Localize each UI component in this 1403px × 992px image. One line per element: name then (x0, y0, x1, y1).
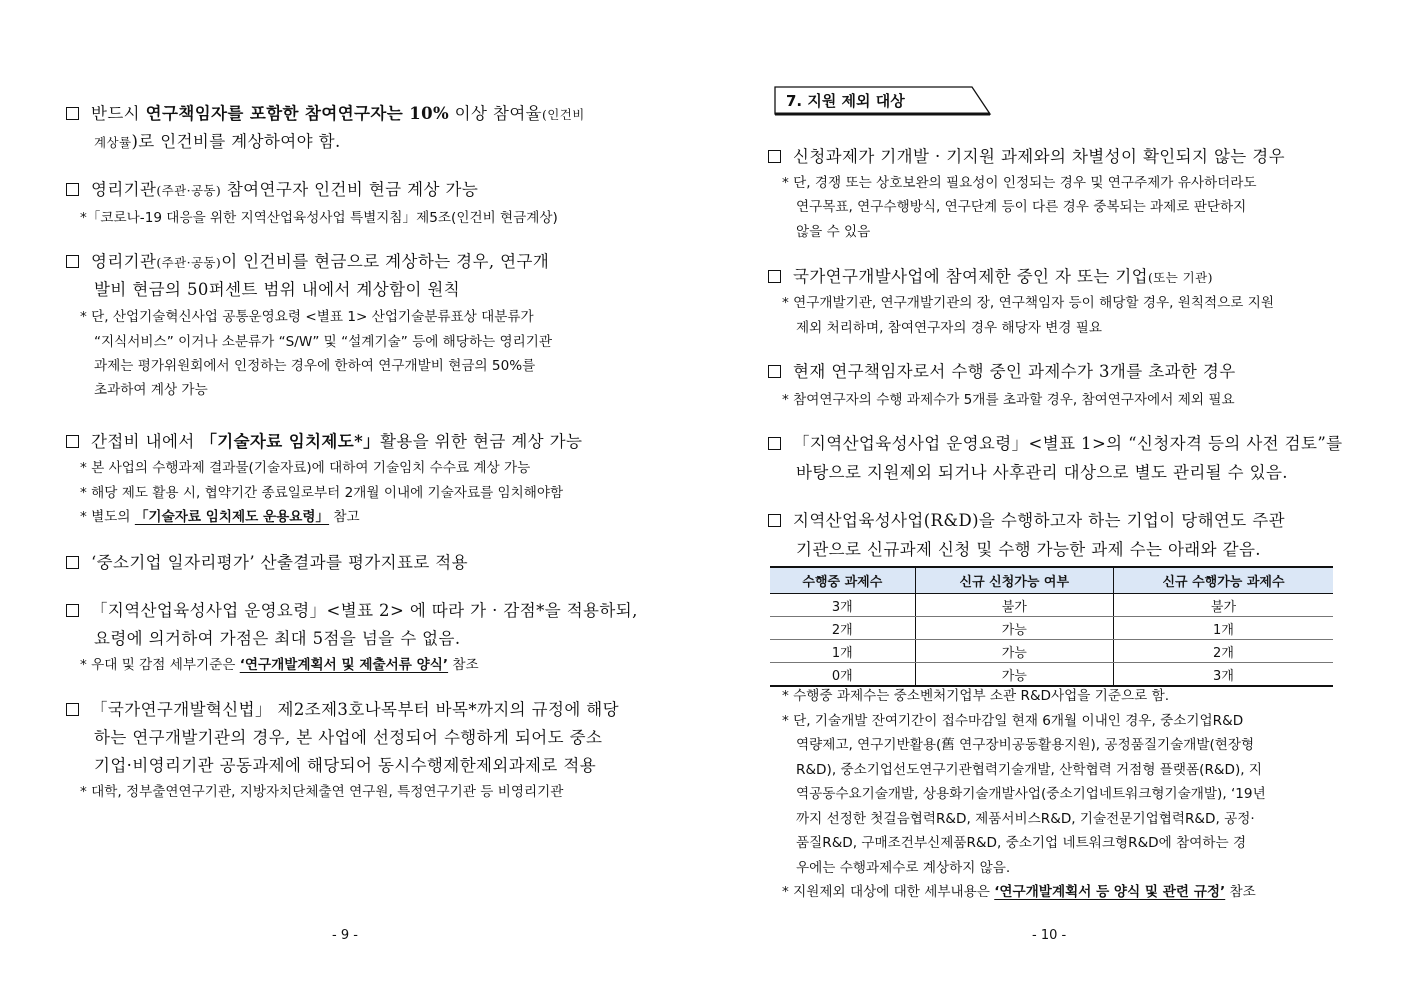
note-line: 역량제고, 연구기반활용(舊 연구장비공동활용지원), 공정품질기술개발(현장형 (796, 737, 1255, 753)
page-number: - 10 - (1032, 928, 1067, 943)
table-row (770, 663, 1333, 687)
text: (주관·공동) (156, 255, 222, 270)
text: 이상 참여율 (449, 104, 543, 123)
note-line: 제외 처리하며, 참여연구자의 경우 해당자 변경 필요 (796, 320, 1103, 336)
text: (주관·공동) (156, 183, 222, 198)
checkbox-square-icon (66, 107, 79, 120)
item-line (768, 263, 1213, 287)
note-line: 역공동수요기술개발, 상용화기술개발사업(중소기업네트워크형기술개발), ‘19년 (796, 786, 1266, 802)
checkbox-square-icon (66, 183, 79, 196)
table-cell: 3개 (1113, 663, 1333, 687)
text: 참조 (448, 657, 479, 673)
reference-link-text: ‘연구개발계획서 및 제출서류 양식’ (239, 657, 449, 673)
reference-link-text: ‘연구개발계획서 등 양식 및 관련 규정’ (994, 884, 1226, 900)
note-line: R&D), 중소기업선도연구기관협력기술개발, 산학협력 거점형 플랫폼(R&D), 지 (796, 762, 1263, 778)
note-line: 우에는 수행과제수로 계상하지 않음. (796, 860, 1011, 876)
note-line: “지식서비스” 이거나 소분류가 “S/W” 및 “설계기술” 등에 해당하는 영리기관 (94, 334, 553, 350)
note-line (782, 880, 1256, 900)
note-line: 품질R&D, 구매조건부신제품R&D, 중소기업 네트워크형R&D에 참여하는 경 (796, 835, 1247, 851)
item-line (94, 128, 341, 152)
item-line (66, 597, 638, 621)
table-cell: 불가 (1113, 594, 1333, 617)
table-header-cell: 수행중 과제수 (770, 567, 915, 594)
item-line: 기관으로 신규과제 신청 및 수행 가능한 과제 수는 아래와 같음. (796, 540, 1261, 559)
text: 참여연구자 인건비 현금 계상 가능 (221, 180, 479, 199)
item-line: 요령에 의거하여 가점은 최대 5점을 넘을 수 없음. (94, 629, 461, 648)
text: 계상률 (94, 135, 132, 150)
table-header-cell: 신규 신청가능 여부 (915, 567, 1113, 594)
note-line: * 단, 산업기술혁신사업 공통운영요령 <별표 1> 산업기술분류표상 대분류가 (80, 309, 534, 325)
note-line: *「코로나-19 대응을 위한 지역산업육성사업 특별지침」제5조(인건비 현금계상) (80, 210, 558, 226)
section-title-box (774, 86, 992, 114)
text: 신청과제가 기개발 · 기지원 과제와의 차별성이 확인되지 않는 경우 (793, 147, 1285, 166)
table-cell: 1개 (1113, 617, 1333, 640)
table-cell: 0개 (770, 663, 915, 687)
item-line: 기업·비영리기관 공동과제에 해당되어 동시수행제한제외과제로 적용 (94, 756, 597, 775)
page-number: - 9 - (332, 928, 358, 943)
note-line: * 단, 경쟁 또는 상호보완의 필요성이 인정되는 경우 및 연구주제가 유사하더라도 (782, 175, 1257, 191)
checkbox-square-icon (66, 703, 79, 716)
item-line (66, 696, 619, 720)
text: 영리기관 (91, 252, 157, 271)
table-row (770, 617, 1333, 640)
table-header-row (770, 567, 1333, 594)
table-row (770, 594, 1333, 617)
item-line: 하는 연구개발기관의 경우, 본 사업에 선정되어 수행하게 되어도 중소 (94, 728, 603, 747)
text: 「지역산업육성사업 운영요령」<별표 2> 에 따라 가 · 감점*을 적용하되, (91, 601, 638, 620)
text: * 별도의 (80, 509, 135, 525)
checkbox-square-icon (768, 514, 781, 527)
table-cell: 가능 (915, 617, 1113, 640)
table-cell: 1개 (770, 640, 915, 663)
item-line (66, 248, 549, 272)
note-line: * 수행중 과제수는 중소벤처기업부 소관 R&D사업을 기준으로 함. (782, 688, 1170, 704)
item-line: 발비 현금의 50퍼센트 범위 내에서 계상함이 원칙 (94, 280, 461, 299)
text: ‘중소기업 일자리평가’ 산출결과를 평가지표로 적용 (91, 553, 468, 572)
text: (인건비 (542, 107, 585, 122)
text: 「지역산업육성사업 운영요령」<별표 1>의 “신청자격 등의 사전 검토”를 (793, 434, 1343, 453)
text: )로 인건비를 계상하여야 함. (131, 132, 341, 151)
note-line: 연구목표, 연구수행방식, 연구단계 등이 다른 경우 중복되는 과제로 판단하지 (796, 199, 1247, 215)
checkbox-square-icon (66, 255, 79, 268)
text: * 우대 및 감점 세부기준은 (80, 657, 240, 673)
item-line: 바탕으로 지원제외 되거나 사후관리 대상으로 별도 관리될 수 있음. (796, 463, 1288, 482)
item-line (768, 430, 1343, 454)
note-line: 까지 선정한 첫걸음협력R&D, 제품서비스R&D, 기술전문기업협력R&D, 공정· (796, 811, 1255, 827)
text: 국가연구개발사업에 참여제한 중인 자 또는 기업 (793, 267, 1149, 286)
note-line: * 본 사업의 수행과제 결과물(기술자료)에 대하여 기술임치 수수료 계상 가능 (80, 460, 531, 476)
text: 「국가연구개발혁신법」 제2조제3호나목부터 바목*까지의 규정에 해당 (91, 700, 619, 719)
section-title: 7. 지원 제외 대상 (786, 92, 905, 110)
table-cell: 2개 (1113, 640, 1333, 663)
emphasis-text: 「기술자료 임치제도*」 (200, 432, 381, 451)
item-line (768, 358, 1236, 382)
text: 지역산업육성사업(R&D)을 수행하고자 하는 기업이 당해연도 주관 (793, 511, 1285, 530)
table-header-cell: 신규 수행가능 과제수 (1113, 567, 1333, 594)
text: (또는 기관) (1148, 270, 1213, 285)
item-line (66, 176, 478, 200)
checkbox-square-icon (66, 435, 79, 448)
note-line (80, 653, 479, 673)
text: * 지원제외 대상에 대한 세부내용은 (782, 884, 995, 900)
text: 참조 (1225, 884, 1256, 900)
project-limit-table (770, 566, 1333, 687)
item-line (768, 507, 1285, 531)
table-cell: 3개 (770, 594, 915, 617)
checkbox-square-icon (768, 270, 781, 283)
item-line (66, 428, 582, 452)
text: 참고 (329, 509, 360, 525)
note-line: * 참여연구자의 수행 과제수가 5개를 초과할 경우, 참여연구자에서 제외 필요 (782, 392, 1235, 408)
checkbox-square-icon (768, 150, 781, 163)
checkbox-square-icon (768, 365, 781, 378)
table-row (770, 640, 1333, 663)
checkbox-square-icon (66, 556, 79, 569)
text: 활용을 위한 현금 계상 가능 (380, 432, 583, 451)
checkbox-square-icon (768, 437, 781, 450)
text: 현재 연구책임자로서 수행 중인 과제수가 3개를 초과한 경우 (793, 362, 1236, 381)
item-line (66, 100, 585, 124)
note-line: * 단, 기술개발 잔여기간이 접수마감일 현재 6개월 이내인 경우, 중소기업R&D (782, 713, 1244, 729)
note-line (80, 505, 360, 525)
table-cell: 불가 (915, 594, 1113, 617)
text: 간접비 내에서 (91, 432, 201, 451)
note-line: 과제는 평가위원회에서 인정하는 경우에 한하여 연구개발비 현금의 50%를 (94, 358, 536, 374)
text: 영리기관 (91, 180, 157, 199)
item-line (66, 549, 468, 573)
item-line (768, 143, 1285, 167)
note-line: * 해당 제도 활용 시, 협약기간 종료일로부터 2개월 이내에 기술자료를 임치해야함 (80, 485, 564, 501)
note-line: * 대학, 정부출연연구기관, 지방자치단체출연 연구원, 특정연구기관 등 비영리기관 (80, 784, 564, 800)
note-line: 않을 수 있음 (796, 224, 871, 240)
checkbox-square-icon (66, 604, 79, 617)
text: 반드시 (91, 104, 146, 123)
reference-link-text: 「기술자료 임치제도 운용요령」 (134, 509, 330, 525)
text: 이 인건비를 현금으로 계상하는 경우, 연구개 (221, 252, 550, 271)
note-line: * 연구개발기관, 연구개발기관의 장, 연구책임자 등이 해당할 경우, 원칙적으로 지원 (782, 295, 1274, 311)
note-line: 초과하여 계상 가능 (94, 382, 208, 398)
table-cell: 가능 (915, 663, 1113, 687)
table-cell: 가능 (915, 640, 1113, 663)
table-cell: 2개 (770, 617, 915, 640)
emphasis-text: 연구책임자를 포함한 참여연구자는 10% (145, 104, 450, 123)
